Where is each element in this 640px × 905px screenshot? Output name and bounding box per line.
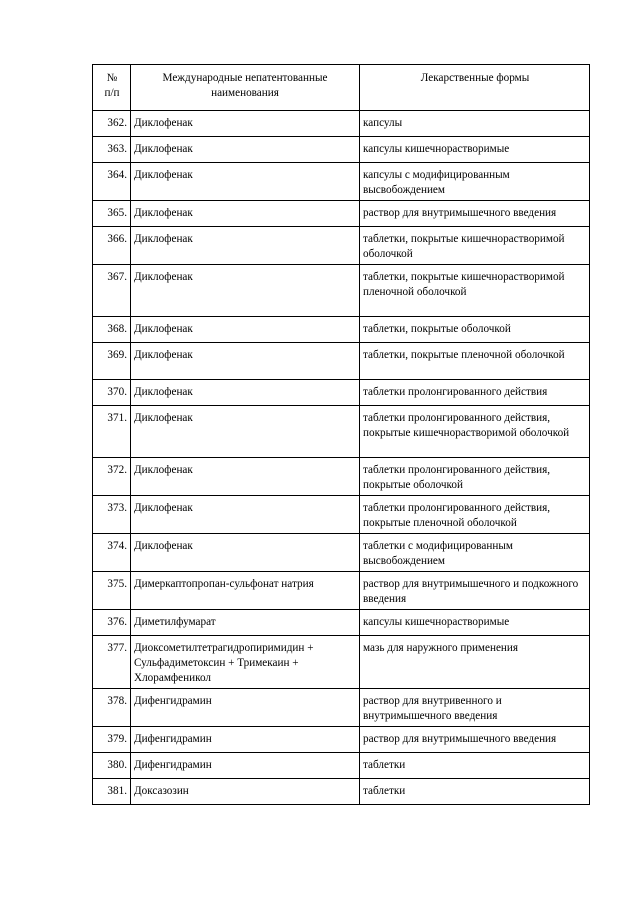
row-dosage-form: таблетки, покрытые пленочной оболочкой xyxy=(360,343,590,380)
row-number: 375 . xyxy=(93,572,131,610)
row-number: 380 . xyxy=(93,753,131,779)
row-dosage-form: таблетки, покрытые оболочкой xyxy=(360,317,590,343)
row-inn: Дифенгидрамин xyxy=(131,753,360,779)
row-inn: Диклофенак xyxy=(131,406,360,458)
row-dosage-form: таблетки с модифицированным высвобождением xyxy=(360,534,590,572)
row-dosage-form: капсулы xyxy=(360,111,590,137)
row-dosage-form: таблетки пролонгированного действия, покрытые оболочкой xyxy=(360,458,590,496)
row-inn: Диклофенак xyxy=(131,137,360,163)
row-number: 366 . xyxy=(93,227,131,265)
row-inn: Диметилфумарат xyxy=(131,610,360,636)
row-dosage-form: таблетки, покрытые кишечнорастворимой оболочкой xyxy=(360,227,590,265)
row-dosage-form: мазь для наружного применения xyxy=(360,636,590,689)
row-inn: Диклофенак xyxy=(131,163,360,201)
header-inn: Международные непатентованные наименования xyxy=(131,65,360,111)
table-header-row xyxy=(93,65,590,111)
row-number: 367 . xyxy=(93,265,131,317)
table-row xyxy=(93,201,590,227)
row-dosage-form: капсулы кишечнорастворимые xyxy=(360,610,590,636)
row-number: 379 . xyxy=(93,727,131,753)
row-number: 376 . xyxy=(93,610,131,636)
row-inn: Диклофенак xyxy=(131,265,360,317)
table-row xyxy=(93,317,590,343)
row-number: 369 . xyxy=(93,343,131,380)
row-inn: Дифенгидрамин xyxy=(131,689,360,727)
table-row xyxy=(93,163,590,201)
table-row xyxy=(93,458,590,496)
row-inn: Диклофенак xyxy=(131,496,360,534)
row-number: 381 . xyxy=(93,779,131,805)
row-number: 378 . xyxy=(93,689,131,727)
row-number: 377 . xyxy=(93,636,131,689)
row-inn: Диклофенак xyxy=(131,111,360,137)
row-inn: Доксазозин xyxy=(131,779,360,805)
row-inn: Диоксометилтетрагидропиримидин + Сульфадиметоксин + Тримекаин + Хлорамфеникол xyxy=(131,636,360,689)
row-dosage-form: раствор для внутримышечного и подкожного введения xyxy=(360,572,590,610)
header-dosage-forms: Лекарственные формы xyxy=(360,65,590,111)
table-row xyxy=(93,572,590,610)
table-row xyxy=(93,111,590,137)
row-dosage-form: капсулы с модифицированным высвобождением xyxy=(360,163,590,201)
table-row xyxy=(93,636,590,689)
row-inn: Димеркаптопропан-сульфонат натрия xyxy=(131,572,360,610)
row-inn: Диклофенак xyxy=(131,317,360,343)
table-row xyxy=(93,406,590,458)
table-row xyxy=(93,137,590,163)
row-inn: Диклофенак xyxy=(131,534,360,572)
row-number: 365 . xyxy=(93,201,131,227)
row-dosage-form: таблетки пролонгированного действия xyxy=(360,380,590,406)
table-row xyxy=(93,227,590,265)
row-number: 364 . xyxy=(93,163,131,201)
row-inn: Дифенгидрамин xyxy=(131,727,360,753)
row-inn: Диклофенак xyxy=(131,343,360,380)
row-number: 372 . xyxy=(93,458,131,496)
row-dosage-form: капсулы кишечнорастворимые xyxy=(360,137,590,163)
row-number: 370 . xyxy=(93,380,131,406)
row-number: 363 . xyxy=(93,137,131,163)
row-dosage-form: таблетки xyxy=(360,779,590,805)
table-row xyxy=(93,753,590,779)
row-number: 368 . xyxy=(93,317,131,343)
row-inn: Диклофенак xyxy=(131,227,360,265)
table-row xyxy=(93,496,590,534)
row-dosage-form: раствор для внутримышечного введения xyxy=(360,201,590,227)
row-number: 374 . xyxy=(93,534,131,572)
table-row xyxy=(93,380,590,406)
row-dosage-form: раствор для внутривенного и внутримышечного введения xyxy=(360,689,590,727)
table-row xyxy=(93,534,590,572)
row-dosage-form: таблетки пролонгированного действия, покрытые кишечнорастворимой оболочкой xyxy=(360,406,590,458)
table-row xyxy=(93,343,590,380)
table-row xyxy=(93,689,590,727)
header-number: № п/п xyxy=(93,65,131,111)
row-inn: Диклофенак xyxy=(131,201,360,227)
row-number: 371 . xyxy=(93,406,131,458)
row-dosage-form: таблетки, покрытые кишечнорастворимой пленочной оболочкой xyxy=(360,265,590,317)
row-dosage-form: таблетки xyxy=(360,753,590,779)
row-inn: Диклофенак xyxy=(131,380,360,406)
table-row xyxy=(93,727,590,753)
row-number: 373 . xyxy=(93,496,131,534)
table-row xyxy=(93,779,590,805)
drug-forms-table xyxy=(92,64,590,805)
row-number: 362 . xyxy=(93,111,131,137)
table-row xyxy=(93,610,590,636)
row-dosage-form: таблетки пролонгированного действия, покрытые пленочной оболочкой xyxy=(360,496,590,534)
table-row xyxy=(93,265,590,317)
row-dosage-form: раствор для внутримышечного введения xyxy=(360,727,590,753)
row-inn: Диклофенак xyxy=(131,458,360,496)
